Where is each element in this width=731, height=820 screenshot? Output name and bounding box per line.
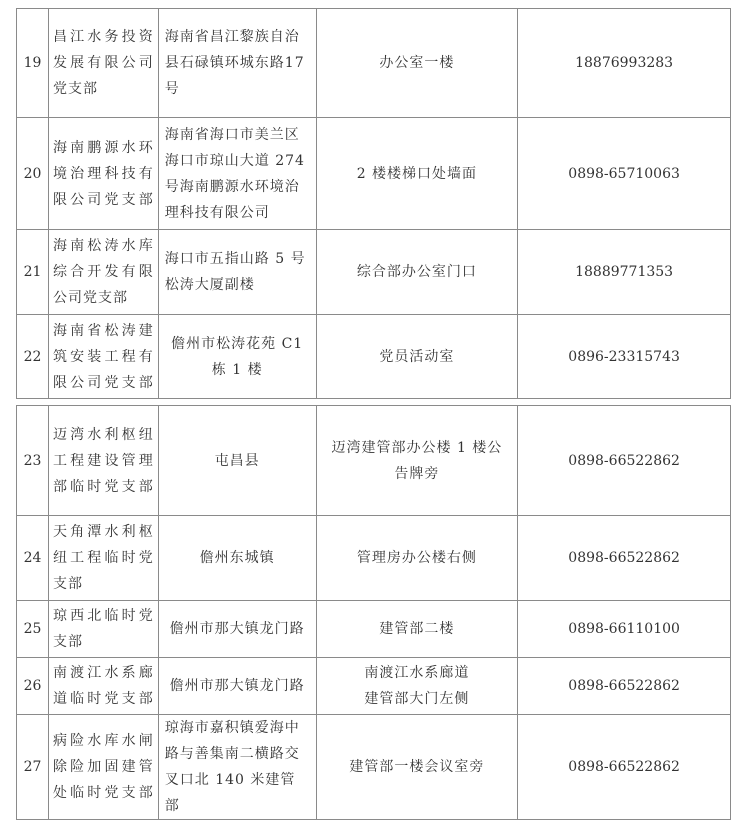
address: 海南省海口市美兰区 海口市琼山大道 274 号海南鹏源水环境治 理科技有限公司 xyxy=(158,118,316,230)
address: 海南省昌江黎族自治 县石碌镇环城东路17 号 xyxy=(158,9,316,118)
table-row xyxy=(17,315,731,399)
phone-number: 0898-65710063 xyxy=(518,118,731,230)
address: 儋州市那大镇龙门路 xyxy=(158,601,316,658)
phone-number: 0898-66522862 xyxy=(518,406,731,516)
organization-name: 琼西北临时党 支部 xyxy=(48,601,158,658)
address: 儋州市松涛花苑 C1 栋 1 楼 xyxy=(158,315,316,399)
row-number: 27 xyxy=(17,715,49,820)
phone-number: 0898-66522862 xyxy=(518,658,731,715)
organization-name: 海南省松涛建 筑安装工程有 限公司党支部 xyxy=(48,315,158,399)
row-number: 20 xyxy=(17,118,49,230)
organization-name: 昌江水务投资 发展有限公司 党支部 xyxy=(48,9,158,118)
location: 南渡江水系廊道 建管部大门左侧 xyxy=(316,658,518,715)
organization-name: 海南松涛水库 综合开发有限 公司党支部 xyxy=(48,230,158,315)
table-row xyxy=(17,230,731,315)
table-row xyxy=(17,9,731,118)
row-number: 25 xyxy=(17,601,49,658)
organization-name: 海南鹏源水环 境治理科技有 限公司党支部 xyxy=(48,118,158,230)
location: 建管部二楼 xyxy=(316,601,518,658)
address: 屯昌县 xyxy=(158,406,316,516)
row-number: 26 xyxy=(17,658,49,715)
contact-table-top xyxy=(16,8,731,399)
row-number: 23 xyxy=(17,406,49,516)
phone-number: 0898-66110100 xyxy=(518,601,731,658)
address: 儋州市那大镇龙门路 xyxy=(158,658,316,715)
table-row xyxy=(17,658,731,715)
location: 迈湾建管部办公楼 1 楼公 告牌旁 xyxy=(316,406,518,516)
phone-number: 18876993283 xyxy=(518,9,731,118)
row-number: 19 xyxy=(17,9,49,118)
row-number: 24 xyxy=(17,516,49,601)
address: 海口市五指山路 5 号 松涛大厦副楼 xyxy=(158,230,316,315)
phone-number: 0898-66522862 xyxy=(518,715,731,820)
location: 2 楼楼梯口处墙面 xyxy=(316,118,518,230)
address: 儋州东城镇 xyxy=(158,516,316,601)
location: 建管部一楼会议室旁 xyxy=(316,715,518,820)
organization-name: 南渡江水系廊 道临时党支部 xyxy=(48,658,158,715)
table-row xyxy=(17,118,731,230)
organization-name: 天角潭水利枢 纽工程临时党 支部 xyxy=(48,516,158,601)
table-row xyxy=(17,516,731,601)
location: 管理房办公楼右侧 xyxy=(316,516,518,601)
organization-name: 迈湾水利枢纽 工程建设管理 部临时党支部 xyxy=(48,406,158,516)
organization-name: 病险水库水闸 除险加固建管 处临时党支部 xyxy=(48,715,158,820)
address: 琼海市嘉积镇爱海中 路与善集南二横路交 叉口北 140 米建管部 xyxy=(158,715,316,820)
location: 党员活动室 xyxy=(316,315,518,399)
phone-number: 0896-23315743 xyxy=(518,315,731,399)
table-row xyxy=(17,715,731,820)
phone-number: 0898-66522862 xyxy=(518,516,731,601)
contact-table-bottom xyxy=(16,405,731,820)
row-number: 22 xyxy=(17,315,49,399)
location: 办公室一楼 xyxy=(316,9,518,118)
phone-number: 18889771353 xyxy=(518,230,731,315)
table-row xyxy=(17,406,731,516)
table-row xyxy=(17,601,731,658)
location: 综合部办公室门口 xyxy=(316,230,518,315)
row-number: 21 xyxy=(17,230,49,315)
